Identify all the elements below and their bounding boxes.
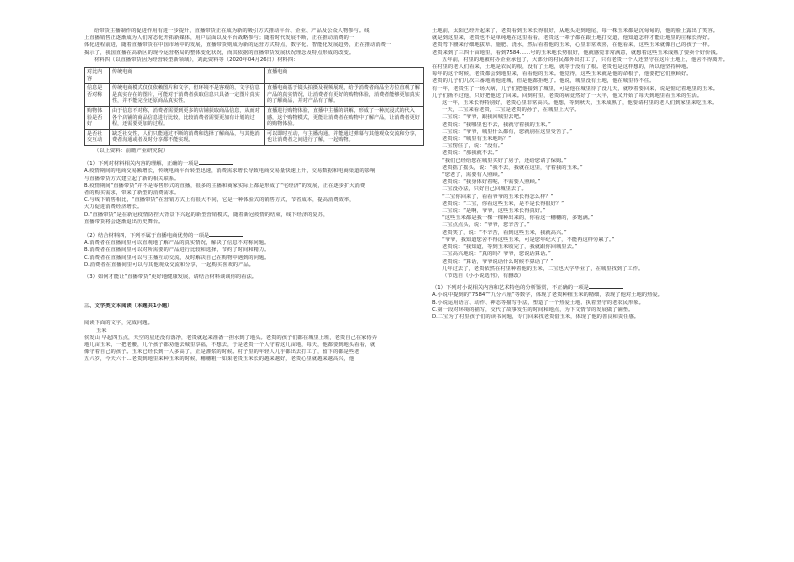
- option-line: 者的购买需求，带来了新型的消费需求。: [84, 189, 180, 196]
- story-line: 在村里的老人们看来，土地是农民的根，没有了土地，就等于没有了根。老贵也是这样想的，所以他坚持种地。: [432, 64, 692, 71]
- text-line: 揭示了，我国直播在高新区的现今运营格局的整体变化状况，而其依据的直播带货发展状况理念及特点形成的改变。: [84, 49, 355, 56]
- table-cell: 可以即时互动，与主播沟通，并能通过弹幕与其他观众交流和分享，也让消费者之间进行了解，一起购物。: [265, 129, 424, 145]
- option-line: B.疫情期间“直播带货”并不是零售形式的直播，很多的主播和商家实际上都是形成了“宅经济”的发展，正在逐步扩大消费: [84, 182, 366, 189]
- table-cell: 购物体验是否好: [85, 106, 110, 129]
- question-3-stem: （3）如何才能让“直播带货”更好地健康发展，请结合材料谈谈你的看法。: [84, 274, 258, 280]
- question-stem-text: （2）结合材料四，下列不属于直播电商优势的一项是: [84, 232, 210, 239]
- story-line: 老贵说：“城里有玉米地吗？”: [442, 136, 512, 143]
- story-line: 老贵笑了，说：“不辛苦，看到这些玉米，我就高兴。”: [442, 229, 567, 236]
- answer-blank[interactable]: [589, 283, 623, 289]
- text-line: 上直播销售正逐渐成为人们常态化开拓新媒体，用户层面以及平台战略参与；随着时代发展不断，正在推动消费的一: [84, 35, 355, 42]
- story-line: 老贵的儿子们几次三番地劝他进城，但是他都拒绝了。他说，城里没有土地，他在城里待不住。: [432, 78, 655, 85]
- story-line: 地几亩玉米，一把老腰，几个孩子都劝他去城里享福，不想去，于是老贵一个人守着这几亩地，每天，他都要到地头看看，就: [84, 342, 376, 349]
- story-line: 几年过去了，老贵依然在村里种着他的玉米，二宝也大学毕业了，在城里找到了工作。: [442, 265, 644, 272]
- option-line: 大力促进消费经济增长。: [84, 204, 143, 211]
- table-row: [85, 106, 424, 129]
- question-stem-text: （1）下列对材料相关内容的理解，正确的一项是: [84, 161, 199, 168]
- story-line: 有一年，老贵生了一场大病，儿子们把他接到了城里，可是他在城里待了没几天，就吵着要回来，说是惦记着地里的玉米。: [432, 85, 719, 92]
- story-line: 老贵来到了三四十亩地里，看到7584……号的玉米地长势很好，他就感觉非常满意，就想着这些玉米成熟了要卖个好价钱。: [432, 49, 721, 56]
- story-line: 老贵弯下腰来仔细地拔草、施肥、浇水，然后看着他的玉米，心里非常欢喜，在他看来，这些玉米就像自己的孩子一样。: [432, 42, 713, 49]
- table-cell: 直播电商基于镜头拍摄及视频展现，给予消费者商品全方位直观了解产品的真实情况，让消费者有更好的购物体验，消费者能够更加真实的了解商品，并对产品有了解。: [265, 84, 424, 107]
- story-line: 土地前，太阳已经升起来了，老贵看到玉米长得很好，从地头走到地尾，每一株玉米都是沉甸甸的，他的脸上露出了笑容。: [432, 28, 719, 34]
- option-line: C.第一段对环境的描写，交代了故事发生的时间和地点，为下文情节的发展做了铺垫。: [432, 306, 634, 313]
- table-cell: 缺乏社交性，人们只能通过不断的消费和选择了解商品，与其他消费者沟通或者及时分享都不能实现。: [110, 129, 265, 145]
- option-line: B.消费者在直播间里可以对所需要的产品进行比较和选择，节约了时间和精力。: [84, 247, 270, 254]
- story-line: 五六岁，今天六十…老贵到地里来种玉米的时候，穗穗粗一如果老贵玉米长的越来越好，老贵心里就越来越高兴，他: [84, 356, 355, 363]
- text-line: 体化进程前进，随着直播带货在中国市场中的发展，直播带货则成为新的运营方式特点，数字化、智能化发展趋势，正在推动消费一: [84, 42, 392, 49]
- story-line: 老贵说：“那我就不去。”: [442, 150, 498, 157]
- story-line: 五年前，村里的地被村办企业承包了，大部分的村民都外出打工了，只有老贵一个人还坚守在这片土地上，他舍不得离开。: [442, 56, 729, 63]
- story-line: 二宝说：“是啊，爷爷，这些玉米长得真好。”: [442, 208, 546, 215]
- comparison-table: [84, 67, 424, 146]
- story-line: “爷爷，我知道您舍不得这些玉米，可是您年纪大了，不能再这样劳累了。”: [442, 236, 615, 243]
- story-line: 二宝说：“爷爷，城里什么都有，您就别在这里受苦了。”: [442, 128, 572, 135]
- option-line: D.二宝为了村里孩子们的读书问题，专门回来找老贵借玉米，体现了他的善良和责任感。: [432, 313, 640, 320]
- story-line: 二宝点点头，说：“爷爷，您辛苦了。”: [442, 222, 530, 229]
- story-line: “我们已经给您在城里买好了房子，还给您请了保姆。”: [442, 157, 567, 164]
- story-line: 老贵说：“我哪里也不去，我就守着我的玉米。”: [442, 121, 551, 128]
- story-line: 每年的这个时候，老贵都会到地里来，看看他的玉米。他觉得，这些玉米就是他的命根子，他要把它们照顾好。: [432, 71, 692, 78]
- table-header-cell: 传统电商: [110, 68, 265, 84]
- text-line: 给带货主播制作的促进作用有进一步提升，直播带货正在成为新的吸引方式推动平台、企业、产品及公众人物参与。线: [94, 28, 370, 34]
- option-line: C.消费者在直播间里可以与主播互动交流，及时解决自己在购物中遇到的问题。: [84, 254, 270, 261]
- story-line: 老贵说：“二宝，你看这些玉米，是不是长得很好？”: [442, 200, 565, 207]
- story-line: （节选自《小小说选刊》，有删改）: [442, 272, 525, 279]
- story-line: 像守着自己的孩子。玉米已经长到一人多高了，正是灌浆的时候。村子里的年轻人几乎都出去打工了，留下的都是些老: [84, 349, 360, 356]
- question-2-stem: [84, 231, 424, 240]
- story-line: 就是到这里来，老贵也不是单纯地在这里看看，老贵这一辈子都在跟土地打交道，他知道怎样才能让地里的庄稼长得好。: [432, 35, 713, 42]
- table-cell: 是否社交互动: [85, 129, 110, 145]
- story-line: 二宝说：“爷爷，跟我回城里去吧。”: [442, 114, 525, 121]
- story-line: 老贵说：“算话，爷爷说话什么时候不算话了？”: [442, 258, 554, 265]
- story-line: “二宝你回来了，看看爷爷的玉米长得怎么样？”: [442, 193, 554, 200]
- story-line: 一天，二宝来看老贵，二宝是老贵的孙子，在城里上大学。: [442, 107, 580, 114]
- option-line: D.消费者在直播间里可以与其他观众交流和分享，一起购买喜欢的产品。: [84, 261, 254, 268]
- option-line: D.“直播带货”是在新冠疫情防控大背景下兴起的新型营销模式，随着新冠疫情的结束，线下经济的复苏，: [84, 211, 329, 218]
- story-line: 老贵说：“我知道，等到玉米收完了，我就跟你回城里去。”: [442, 244, 578, 251]
- question-stem: [432, 283, 732, 292]
- source-note: （以上资料：前瞻产业研究院）: [94, 147, 169, 154]
- story-line: 二宝高兴地说：“真的吗？爷爷，您说话算话。”: [442, 251, 551, 258]
- story-line: 侯发山 早起四五点，天空的星还没有落净，老贵就起来准备一担水到了地头。老贵的孩子们都在城里上班，老贵自己在家侍弄: [84, 334, 378, 341]
- material-label: 材料四（以直播带货因为经营转型新领域），刘此资料等（2020年04月26日）材料四：: [94, 56, 299, 63]
- answer-blank[interactable]: [209, 231, 243, 237]
- story-line: “这些玉米都是我一棵一棵种出来的，你看这一穗穗的，多饱满。”: [442, 215, 594, 222]
- intro-paragraph: [84, 28, 424, 57]
- left-column: [84, 28, 424, 364]
- right-column: [432, 28, 732, 321]
- story-line: 儿子们拗不过他，只好把他送了回来。回到村里，老贵的病竟然好了一大半，他又开始了每天到地里看玉米的生活。: [432, 92, 703, 99]
- table-row: [85, 84, 424, 107]
- table-header-cell: 对比内容: [85, 68, 110, 84]
- option-line: B.小说运用语言、动作、神态等描写手法，塑造了一个热爱土地、执着坚守的老农民形象。: [432, 299, 644, 306]
- story-line: 老贵说：“我身体好着呢，不需要人照顾。”: [442, 179, 541, 186]
- answer-blank[interactable]: [199, 159, 233, 165]
- option-line: 与直播带货方式建立起了新的相关联系。: [84, 175, 180, 182]
- story-line: 这一年，玉米长得特别好，老贵心里非常高兴。他想，等到秋天，玉米成熟了，他要请村里的老人们到家里来吃玉米。: [442, 100, 718, 107]
- table-header-cell: 直播电商: [265, 68, 424, 84]
- story-line: 二宝愣住了，说：“没有。”: [442, 143, 504, 150]
- option-line: A.小说中提到的“7584”“九分六厘”等数字，体现了老贵种植玉米的精细，表现了他对土地的热爱。: [432, 292, 663, 299]
- table-cell: 传统电商模式仅仅依赖图片和文字，但环境不是客观的，文字信息是真实存在的图片，可能对于消费者获取信息只具备一定图片真实性，并不能完全还原商品真实性。: [110, 84, 265, 107]
- table-header-row: [85, 68, 424, 84]
- table-cell: 由于信息不对称，消费者需要到更多的店铺获取商品信息，从而对各个店铺的商品信息进行比较，比较消费者需要更加有计划的过程，还需要更加的过程。: [110, 106, 265, 129]
- story-line: 老贵摇了摇头，说：“我不去，我就在这里，守着我的玉米。”: [442, 164, 583, 171]
- reading-intro: 阅读下面的文字，完成问题。: [84, 320, 153, 327]
- story-line: 二宝没办法，只好自己回城里去了。: [442, 186, 527, 193]
- option-line: A.消费者在直播间里可以直观地了解产品的真实情况，解决了信息不对称问题。: [84, 240, 270, 247]
- option-line: A.疫情期间的电商交易额增长，传统电商平台转型迅速，消费需求增长导致电商交易量快速上升，交易数据和电商渠道的影响: [84, 168, 376, 175]
- section-title: 三、文学类文本阅读（本题共1小题）: [84, 303, 173, 310]
- option-line: C.与线下销售相比，“直播带货”在营销方式上有很大不同，它是一种体验式的销售方式，节省成本，提高消费效率，: [84, 197, 355, 204]
- question-1-stem: [84, 159, 424, 168]
- table-row: [85, 129, 424, 145]
- option-line: 直播带货将会逐渐退出历史舞台。: [84, 218, 164, 225]
- story-line: “您老了，需要有人照顾。”: [442, 172, 504, 179]
- table-cell: 信息是否对称: [85, 84, 110, 107]
- story-title: 玉米: [96, 327, 107, 334]
- table-cell: 直播进行购物体验，直播中主播的讲解，形成了一种沉浸式的代入感，这个购物模式，更能让消费者在购物中了解产品，让消费者更好的购物体验。: [265, 106, 424, 129]
- question-stem-text: （1）下列对小说相关内容和艺术特色的分析鉴赏，不正确的一项是: [432, 285, 589, 292]
